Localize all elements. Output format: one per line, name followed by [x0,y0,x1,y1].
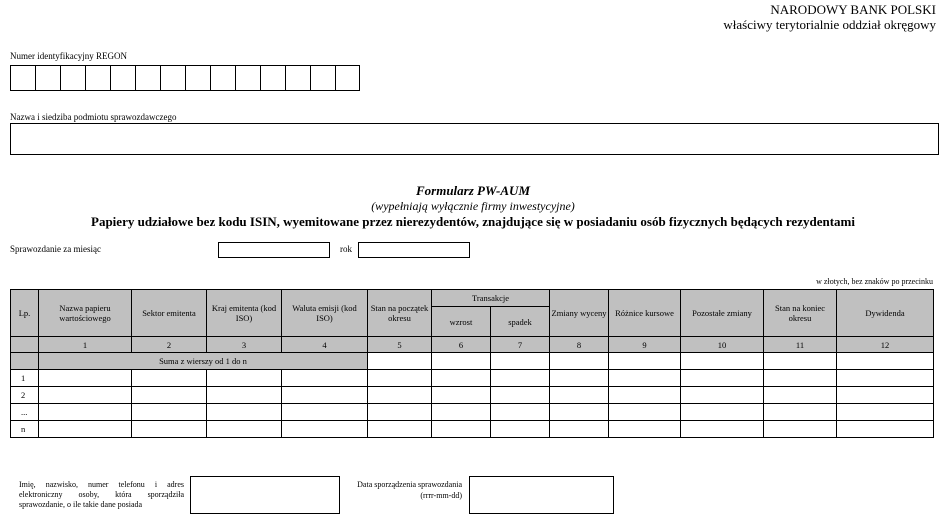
regon-digit-cell[interactable] [160,65,185,91]
column-number: 6 [432,337,491,353]
regon-label: Numer identyfikacyjny REGON [10,51,127,61]
header-country: Kraj emitenta (kod ISO) [207,290,282,337]
sum-cell[interactable] [550,353,609,370]
sum-cell[interactable] [764,353,837,370]
data-cell[interactable] [432,370,491,387]
form-title: Formularz PW-AUM [415,183,531,198]
data-cell[interactable] [132,387,207,404]
regon-input-group [10,65,360,91]
data-cell[interactable] [550,404,609,421]
column-number: 9 [609,337,681,353]
column-number: 1 [39,337,132,353]
row-number: 1 [11,370,39,387]
row-number: n [11,421,39,438]
entity-label: Nazwa i siedziba podmiotu sprawozdawczego [10,112,177,122]
header-decrease: spadek [491,307,550,337]
regon-digit-cell[interactable] [60,65,85,91]
header-sector: Sektor emitenta [132,290,207,337]
sum-cell[interactable] [491,353,550,370]
sum-lp-cell [11,353,39,370]
regon-digit-cell[interactable] [310,65,335,91]
data-cell[interactable] [764,370,837,387]
data-cell[interactable] [39,387,132,404]
column-numbers-row [11,337,934,353]
data-cell[interactable] [207,370,282,387]
data-cell[interactable] [368,370,432,387]
data-cell[interactable] [207,387,282,404]
column-number: 2 [132,337,207,353]
entity-name-field[interactable] [10,123,939,155]
header-currency: Waluta emisji (kod ISO) [282,290,368,337]
data-cell[interactable] [550,387,609,404]
header-start-balance: Stan na początek okresu [368,290,432,337]
data-cell[interactable] [550,370,609,387]
data-cell[interactable] [432,421,491,438]
data-cell[interactable] [491,387,550,404]
units-note: w złotych, bez znaków po przecinku [816,277,933,286]
header-lp: Lp. [11,290,39,337]
sum-cell[interactable] [609,353,681,370]
data-cell[interactable] [837,387,934,404]
header-increase: wzrost [432,307,491,337]
header-dividend: Dywidenda [837,290,934,337]
data-cell[interactable] [39,404,132,421]
contact-field[interactable] [190,476,340,514]
header-transactions: Transakcje [432,290,550,307]
table-row [11,404,934,421]
data-cell[interactable] [207,421,282,438]
header-valuation: Zmiany wyceny [550,290,609,337]
year-field[interactable] [358,242,470,258]
data-cell[interactable] [609,387,681,404]
data-cell[interactable] [837,404,934,421]
column-number: 3 [207,337,282,353]
data-cell[interactable] [132,421,207,438]
sum-cell[interactable] [837,353,934,370]
data-cell[interactable] [282,370,368,387]
table-row [11,421,934,438]
column-number: 8 [550,337,609,353]
data-cell[interactable] [39,421,132,438]
data-cell[interactable] [39,370,132,387]
regon-digit-cell[interactable] [335,65,360,91]
month-field[interactable] [218,242,330,258]
report-table [10,289,934,438]
data-cell[interactable] [491,404,550,421]
data-cell[interactable] [764,421,837,438]
column-number: 10 [681,337,764,353]
data-cell[interactable] [132,370,207,387]
regon-digit-cell[interactable] [110,65,135,91]
data-cell[interactable] [368,387,432,404]
sum-cell[interactable] [432,353,491,370]
month-label: Sprawozdanie za miesiąc [10,244,101,254]
column-number: 7 [491,337,550,353]
regon-digit-cell[interactable] [260,65,285,91]
data-cell[interactable] [764,387,837,404]
header-security-name: Nazwa papieru wartościowego [39,290,132,337]
regon-digit-cell[interactable] [185,65,210,91]
column-number: 5 [368,337,432,353]
data-cell[interactable] [491,421,550,438]
data-cell[interactable] [132,404,207,421]
date-format: (rrrr-mm-dd) [420,491,462,500]
data-cell[interactable] [681,370,764,387]
data-cell[interactable] [282,421,368,438]
data-cell[interactable] [282,387,368,404]
data-cell[interactable] [207,404,282,421]
data-cell[interactable] [681,404,764,421]
date-label: Data sporządzenia sprawozdania [357,480,462,489]
data-cell[interactable] [368,421,432,438]
data-cell[interactable] [837,421,934,438]
header-end-balance: Stan na koniec okresu [764,290,837,337]
date-field[interactable] [469,476,614,514]
column-number: 11 [764,337,837,353]
data-cell[interactable] [491,370,550,387]
header-fx: Różnice kursowe [609,290,681,337]
form-heading: Papiery udziałowe bez kodu ISIN, wyemitowane przez nierezydentów, znajdujące się w posiadaniu osób fizycznych będących rezydentami [91,214,855,229]
data-cell[interactable] [681,421,764,438]
regon-digit-cell[interactable] [135,65,160,91]
data-cell[interactable] [764,404,837,421]
year-label: rok [340,244,352,254]
data-cell[interactable] [282,404,368,421]
table-row [11,370,934,387]
table-row [11,387,934,404]
row-number: 2 [11,387,39,404]
header-other: Pozostałe zmiany [681,290,764,337]
regon-digit-cell[interactable] [210,65,235,91]
column-number: 12 [837,337,934,353]
data-cell[interactable] [432,387,491,404]
data-cell[interactable] [432,404,491,421]
bank-name: NARODOWY BANK POLSKI [770,2,936,17]
branch-name: właściwy terytorialnie oddział okręgowy [723,17,936,32]
data-cell[interactable] [837,370,934,387]
sum-cell[interactable] [368,353,432,370]
regon-digit-cell[interactable] [285,65,310,91]
column-number [11,337,39,353]
data-cell[interactable] [681,387,764,404]
regon-digit-cell[interactable] [35,65,60,91]
row-number: ... [11,404,39,421]
regon-digit-cell[interactable] [235,65,260,91]
regon-digit-cell[interactable] [85,65,110,91]
data-cell[interactable] [609,370,681,387]
column-number: 4 [282,337,368,353]
data-cell[interactable] [609,421,681,438]
regon-digit-cell[interactable] [10,65,35,91]
contact-label: Imię, nazwisko, numer telefonu i adres elektroniczny osoby, która sporządziła sprawozdanie, o ile takie dane posiada [19,480,184,509]
sum-row [11,353,934,370]
data-cell[interactable] [609,404,681,421]
form-subtitle: (wypełniają wyłącznie firmy inwestycyjne) [371,199,575,213]
sum-cell[interactable] [681,353,764,370]
data-cell[interactable] [550,421,609,438]
sum-label: Suma z wierszy od 1 do n [39,353,368,370]
data-cell[interactable] [368,404,432,421]
